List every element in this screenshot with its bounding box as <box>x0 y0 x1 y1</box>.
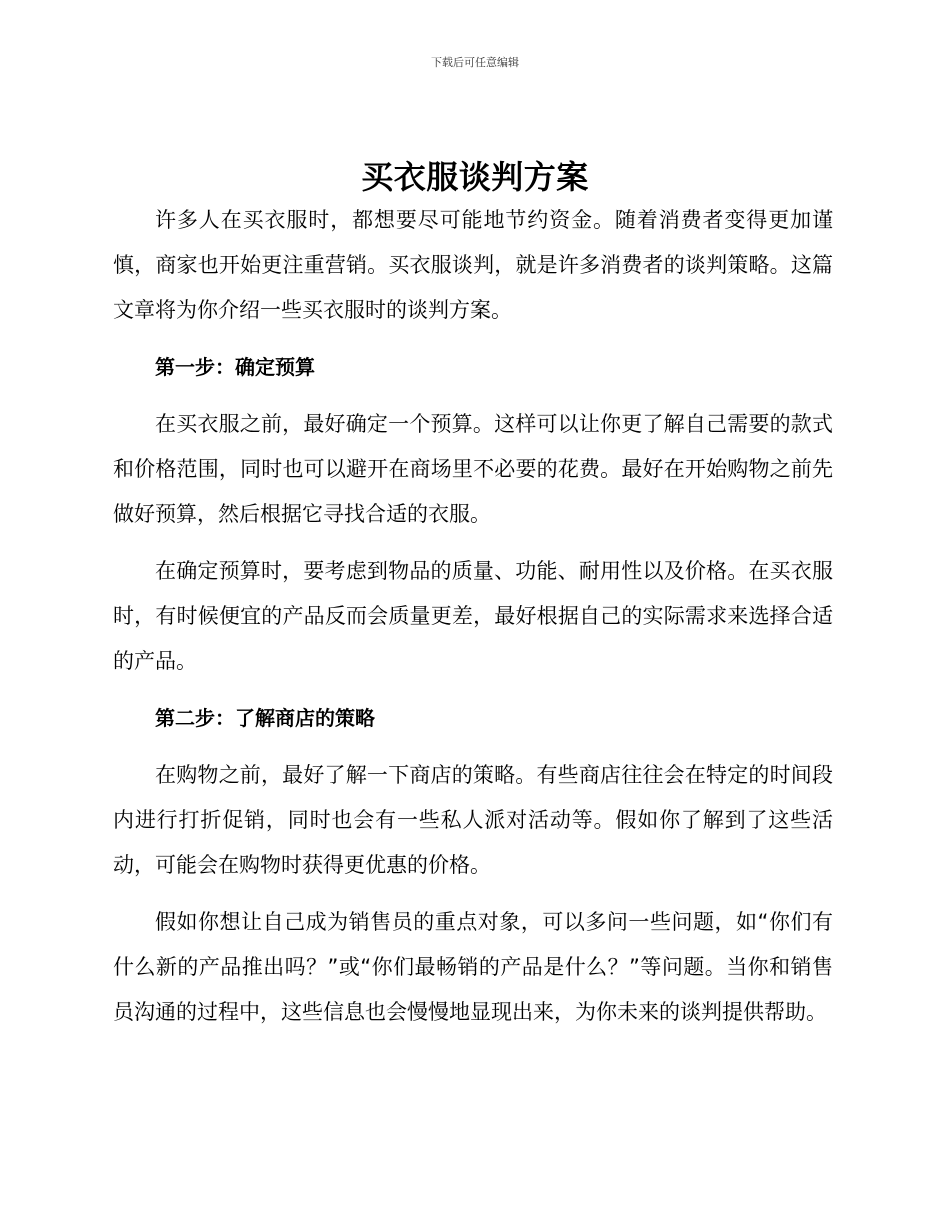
header-note: 下载后可任意编辑 <box>431 56 519 69</box>
paragraph: 假如你想让自己成为销售员的重点对象，可以多问一些问题，如“你们有什么新的产品推出吗？”或“你们最畅销的产品是什么？”等问题。当你和销售员沟通的过程中，这些信息也会慢慢地显现出来，为你未来的谈判提供帮助。 <box>113 910 833 1024</box>
paragraph: 在买衣服之前，最好确定一个预算。这样可以让你更了解自己需要的款式和价格范围，同时也可以避开在商场里不必要的花费。最好在开始购物之前先做好预算，然后根据它寻找合适的衣服。 <box>113 412 833 526</box>
paragraph: 在确定预算时，要考虑到物品的质量、功能、耐用性以及价格。在买衣服时，有时候便宜的产品反而会质量更差，最好根据自己的实际需求来选择合适的产品。 <box>113 559 833 673</box>
section-heading-step-1: 第一步：确定预算 <box>155 355 315 379</box>
intro-paragraph: 许多人在买衣服时，都想要尽可能地节约资金。随着消费者变得更加谨慎，商家也开始更注重营销。买衣服谈判，就是许多消费者的谈判策略。这篇文章将为你介绍一些买衣服时的谈判方案。 <box>113 208 833 322</box>
paragraph: 在购物之前，最好了解一下商店的策略。有些商店往往会在特定的时间段内进行打折促销，同时也会有一些私人派对活动等。假如你了解到了这些活动，可能会在购物时获得更优惠的价格。 <box>113 763 833 877</box>
document-body <box>113 198 833 1047</box>
document-title: 买衣服谈判方案 <box>361 158 589 196</box>
section-heading-step-2: 第二步：了解商店的策略 <box>155 706 375 730</box>
